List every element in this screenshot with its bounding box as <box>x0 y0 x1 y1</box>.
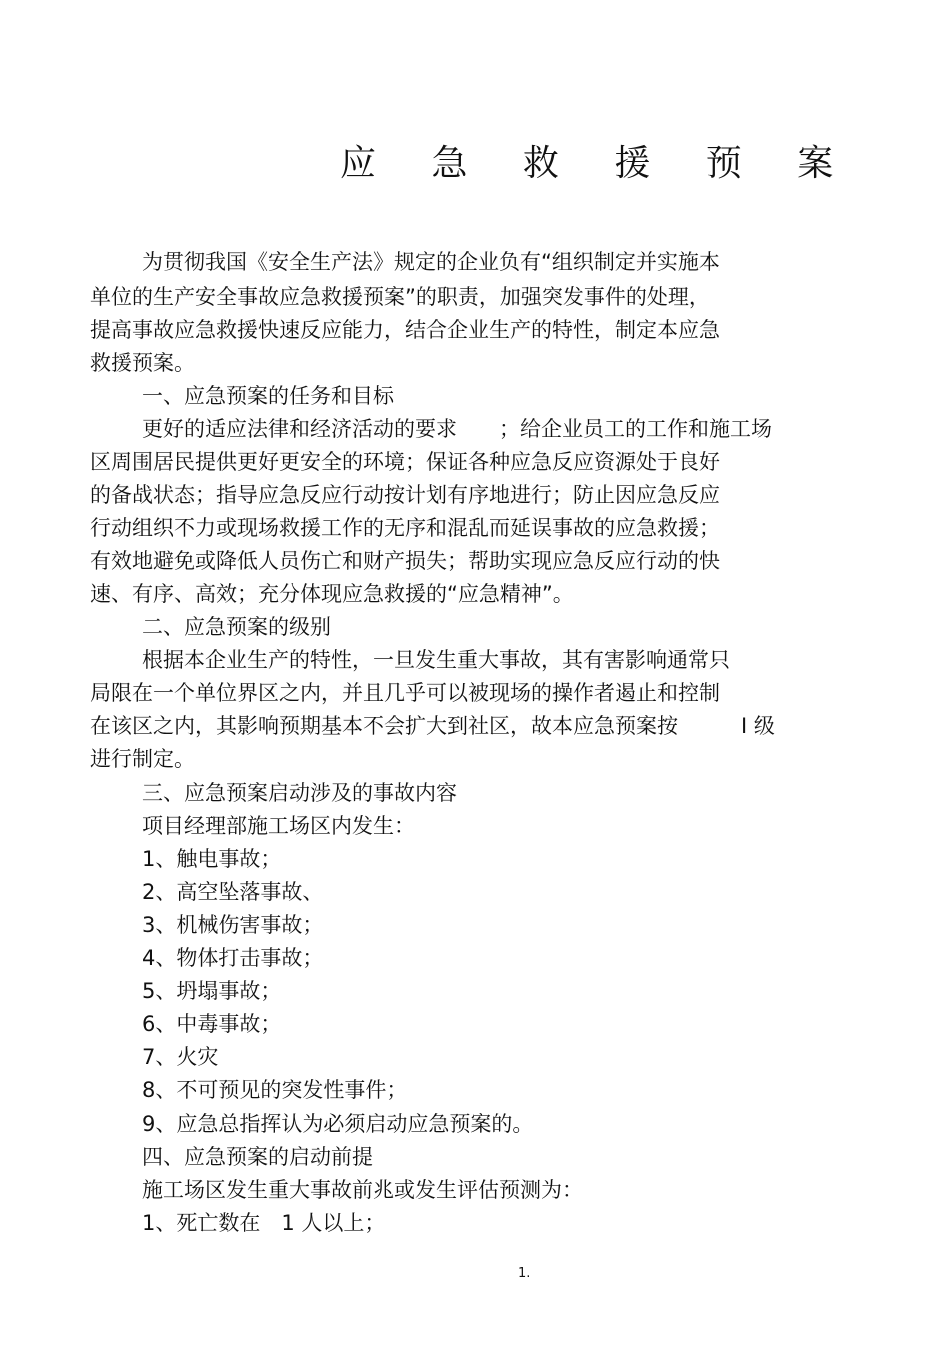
list-item: 2、高空坠落事故、 <box>142 880 324 904</box>
list-item: 9、应急总指挥认为必须启动应急预案的。 <box>142 1112 534 1136</box>
intro-line-3: 提高事故应急救援快速反应能力，结合企业生产的特性，制定本应急 <box>90 318 720 342</box>
section2-line-1: 根据本企业生产的特性，一旦发生重大事故，其有害影响通常只 <box>142 648 730 672</box>
list-item: 4、物体打击事故； <box>142 946 324 970</box>
section4-lead: 施工场区发生重大事故前兆或发生评估预测为： <box>142 1178 583 1202</box>
intro-line-4: 救援预案。 <box>90 351 195 375</box>
section1-line-1: 更好的适应法律和经济活动的要求 ；给企业员工的工作和施工场 <box>142 417 772 441</box>
list-item: 5、坍塌事故； <box>142 979 282 1003</box>
list-item: 7、火灾 <box>142 1045 219 1069</box>
list-item: 1、死亡数在 1 人以上； <box>142 1211 386 1235</box>
list-item: 1、触电事故； <box>142 847 282 871</box>
section3-heading: 三、应急预案启动涉及的事故内容 <box>142 781 457 805</box>
section1-line-4: 行动组织不力或现场救援工作的无序和混乱而延误事故的应急救援； <box>90 516 720 540</box>
section2-line-2: 局限在一个单位界区之内，并且几乎可以被现场的操作者遏止和控制 <box>90 681 720 705</box>
section2-line-3: 在该区之内，其影响预期基本不会扩大到社区，故本应急预案按 Ⅰ 级 <box>90 714 775 738</box>
intro-line-2: 单位的生产安全事故应急救援预案”的职责，加强突发事件的处理， <box>90 285 710 309</box>
section1-line-6: 速、有序、高效；充分体现应急救援的“应急精神”。 <box>90 582 574 606</box>
list-item: 3、机械伤害事故； <box>142 913 324 937</box>
section1-line-2: 区周围居民提供更好更安全的环境；保证各种应急反应资源处于良好 <box>90 450 720 474</box>
section1-heading: 一、应急预案的任务和目标 <box>142 384 394 408</box>
section1-line-5: 有效地避免或降低人员伤亡和财产损失；帮助实现应急反应行动的快 <box>90 549 720 573</box>
list-item: 8、不可预见的突发性事件； <box>142 1078 408 1102</box>
intro-line-1: 为贯彻我国《安全生产法》规定的企业负有“组织制定并实施本 <box>142 250 720 274</box>
list-item: 6、中毒事故； <box>142 1012 282 1036</box>
page-number: 1. <box>518 1266 531 1281</box>
section2-heading: 二、应急预案的级别 <box>142 615 331 639</box>
section2-line-4: 进行制定。 <box>90 747 195 771</box>
section1-line-3: 的备战状态；指导应急反应行动按计划有序地进行；防止因应急反应 <box>90 483 720 507</box>
document-title: 应 急 救 援 预 案 <box>340 143 856 184</box>
section4-heading: 四、应急预案的启动前提 <box>142 1145 373 1169</box>
section3-lead: 项目经理部施工场区内发生： <box>142 814 415 838</box>
